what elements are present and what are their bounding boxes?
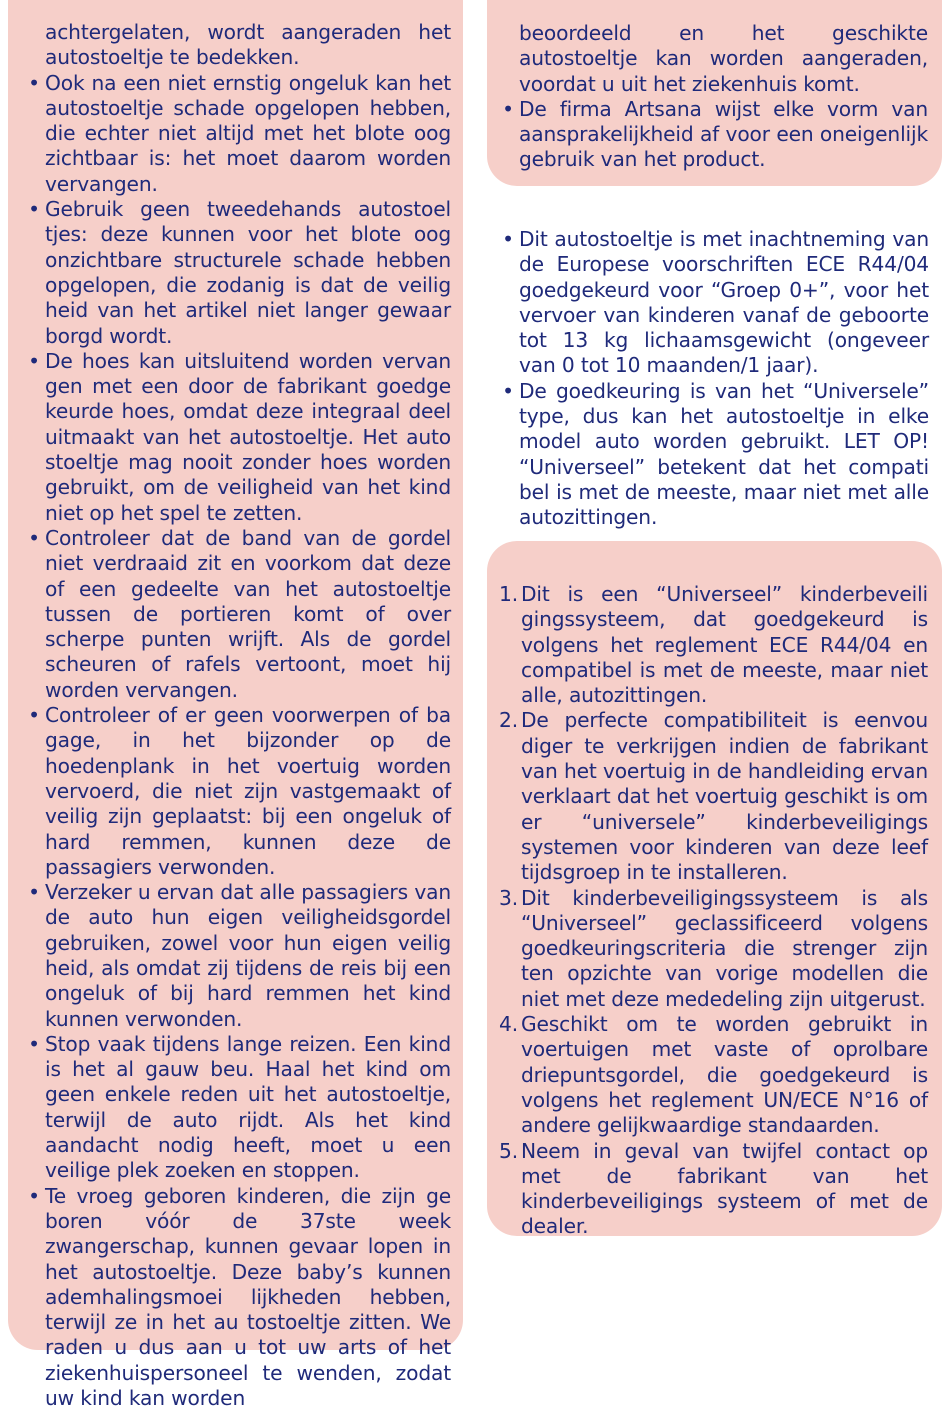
top-right-panel xyxy=(487,0,942,186)
list-item xyxy=(499,379,929,531)
list-item xyxy=(499,227,929,379)
list-item xyxy=(25,880,451,1032)
paragraph-text: Controleer dat de band van de gordel niet verdraaid zit en voorkom dat deze of een gedeelte van het autostoeltje tussen de portieren komt of over scherpe punten wrijft. Als de gordel scheuren of rafels vertoont, moet hij worden vervangen. xyxy=(45,525,451,702)
list-item xyxy=(499,21,928,97)
list-item xyxy=(25,20,451,71)
paragraph-text: Dit autostoeltje is met inachtneming van de Europese voorschriften ECE R44/04 goedgekeurd voor “Groep 0+”, voor het vervoer van kinderen vanaf de geboorte tot 13 kg lichaamsgewicht (ongeveer van 0 tot 10 maanden/1 jaar). xyxy=(519,227,929,378)
paragraph-text: De perfecte compatibiliteit is eenvou diger te verkrijgen indien de fabrikant van het voertuig in de handleiding ervan verklaart dat het voertuig geschikt is om er “universele” kinderbeveiligings systemen voor kinderen van deze leef tijdsgroep in te installeren. xyxy=(521,708,928,885)
paragraph-text: Verzeker u ervan dat alle passagiers van de auto hun eigen veiligheidsgordel gebruiken, zowel voor hun eigen veilig heid, als omdat zij tijdens de reis bij een ongeluk of bij hard remmen het kind kunnen verwonden. xyxy=(45,880,451,1031)
item-number: 3. xyxy=(499,885,518,910)
left-bullet-list xyxy=(25,20,451,1411)
numbered-item xyxy=(499,1012,928,1138)
paragraph-text: Controleer of er geen voorwerpen of ba gage, in het bijzonder op de hoedenplank in het voertuig worden vervoerd, die niet zijn vastgemaakt of veilig zijn geplaatst: bij een ongeluk of hard remmen, kunnen deze de passagiers verwonden. xyxy=(45,703,451,879)
bullet-icon: • xyxy=(502,378,514,403)
bullet-icon: • xyxy=(502,227,514,251)
paragraph-text: De firma Artsana wijst elke vorm van aansprakelijkheid af voor een oneigenlijk gebruik van het product. xyxy=(519,96,928,172)
item-number: 4. xyxy=(499,1012,518,1037)
list-item xyxy=(25,1184,451,1411)
bullet-icon: • xyxy=(502,96,514,121)
paragraph-text: Geschikt om te worden gebruikt in voertuigen met vaste of oprolbare driepuntsgordel, die goedgekeurd is volgens het reglement UN/ECE N°16 of andere gelijkwaardige standaarden. xyxy=(521,1012,928,1138)
paragraph-text: De goedkeuring is van het “Universele” type, dus kan het autostoeltje in elke model auto worden gebruikt. LET OP! “Universeel” betekent dat het compati bel is met de meeste, maar niet met alle autozittingen. xyxy=(519,378,929,530)
bullet-icon: • xyxy=(28,197,40,222)
paragraph-text: De hoes kan uitsluitend worden vervan gen met een door de fabrikant goedge keurde hoes, omdat deze integraal deel uitmaakt van het autostoeltje. Het auto stoeltje mag nooit zonder hoes worden gebruikt, om de veiligheid van het kind niet op het spel te zetten. xyxy=(45,348,451,525)
item-number: 1. xyxy=(499,582,518,606)
list-item xyxy=(25,703,451,880)
bullet-icon: • xyxy=(28,525,40,550)
approval-info-block xyxy=(499,227,929,531)
approval-bullet-list xyxy=(499,227,929,531)
item-number: 2. xyxy=(499,708,518,733)
bullet-icon: • xyxy=(28,703,40,728)
numbered-list xyxy=(499,582,928,1240)
list-item xyxy=(25,197,451,349)
numbered-item xyxy=(499,708,928,885)
paragraph-text: achtergelaten, wordt aangeraden het autostoeltje te bedekken. xyxy=(45,20,451,70)
left-instructions-panel xyxy=(8,0,463,1411)
paragraph-text: Dit kinderbeveiligingssysteem is als “Universeel” geclassificeerd volgens goedkeuringscriteria die strenger zijn ten opzichte van vorige modellen die niet met deze mededeling zijn uitgerust. xyxy=(521,885,928,1011)
paragraph-text: Stop vaak tijdens lange reizen. Een kind is het al gauw beu. Haal het kind om geen enkele reden uit het autostoeltje, terwijl de auto rijdt. Als het kind aandacht nodig heeft, moet u een veilige plek zoeken en stoppen. xyxy=(45,1031,451,1183)
bullet-icon: • xyxy=(28,348,40,373)
numbered-item xyxy=(499,582,928,708)
list-item xyxy=(25,349,451,526)
list-item xyxy=(25,71,451,197)
paragraph-text: beoordeeld en het geschikte autostoeltje kan worden aangeraden, voordat u uit het ziekenhuis komt. xyxy=(519,21,928,96)
numbered-item xyxy=(499,1139,928,1240)
paragraph-text: Ook na een niet ernstig ongeluk kan het autostoeltje schade opgelopen hebben, die echter niet altijd met het blote oog zichtbaar is: het moet daarom worden vervangen. xyxy=(45,70,451,196)
list-item xyxy=(25,1032,451,1184)
list-item xyxy=(499,97,928,173)
paragraph-text: Te vroeg geboren kinderen, die zijn ge boren vóór de 37ste week zwangerschap, kunnen gevaar lopen in het autostoeltje. Deze baby’s kunnen ademhalingsmoei lijkheden hebben, terwijl ze in het au tostoeltje zitten. We raden u dus aan u tot uw arts of het ziekenhuispersoneel te wenden, zodat uw kind kan worden xyxy=(45,1183,451,1411)
universal-system-panel xyxy=(487,541,942,1239)
paragraph-text: Dit is een “Universeel” kinderbeveili gingssysteem, dat goedgekeurd is volgens het reglement ECE R44/04 en compatibel is met de meeste, maar niet alle, autozittingen. xyxy=(521,582,928,708)
bullet-icon: • xyxy=(28,70,40,95)
bullet-icon: • xyxy=(28,1031,40,1056)
item-number: 5. xyxy=(499,1138,518,1163)
numbered-item xyxy=(499,886,928,1012)
list-item xyxy=(25,526,451,703)
top-right-bullet-list xyxy=(499,21,928,173)
bullet-icon: • xyxy=(28,880,40,905)
bullet-icon: • xyxy=(28,1183,40,1208)
paragraph-text: Gebruik geen tweedehands autostoel tjes: deze kunnen voor het blote oog onzichtbare structurele schade hebben opgelopen, die zodanig is dat de veilig heid van het artikel niet langer gewaar borgd wordt. xyxy=(45,197,451,348)
paragraph-text: Neem in geval van twijfel contact op met de fabrikant van het kinderbeveiligings systeem of met de dealer. xyxy=(521,1138,928,1239)
